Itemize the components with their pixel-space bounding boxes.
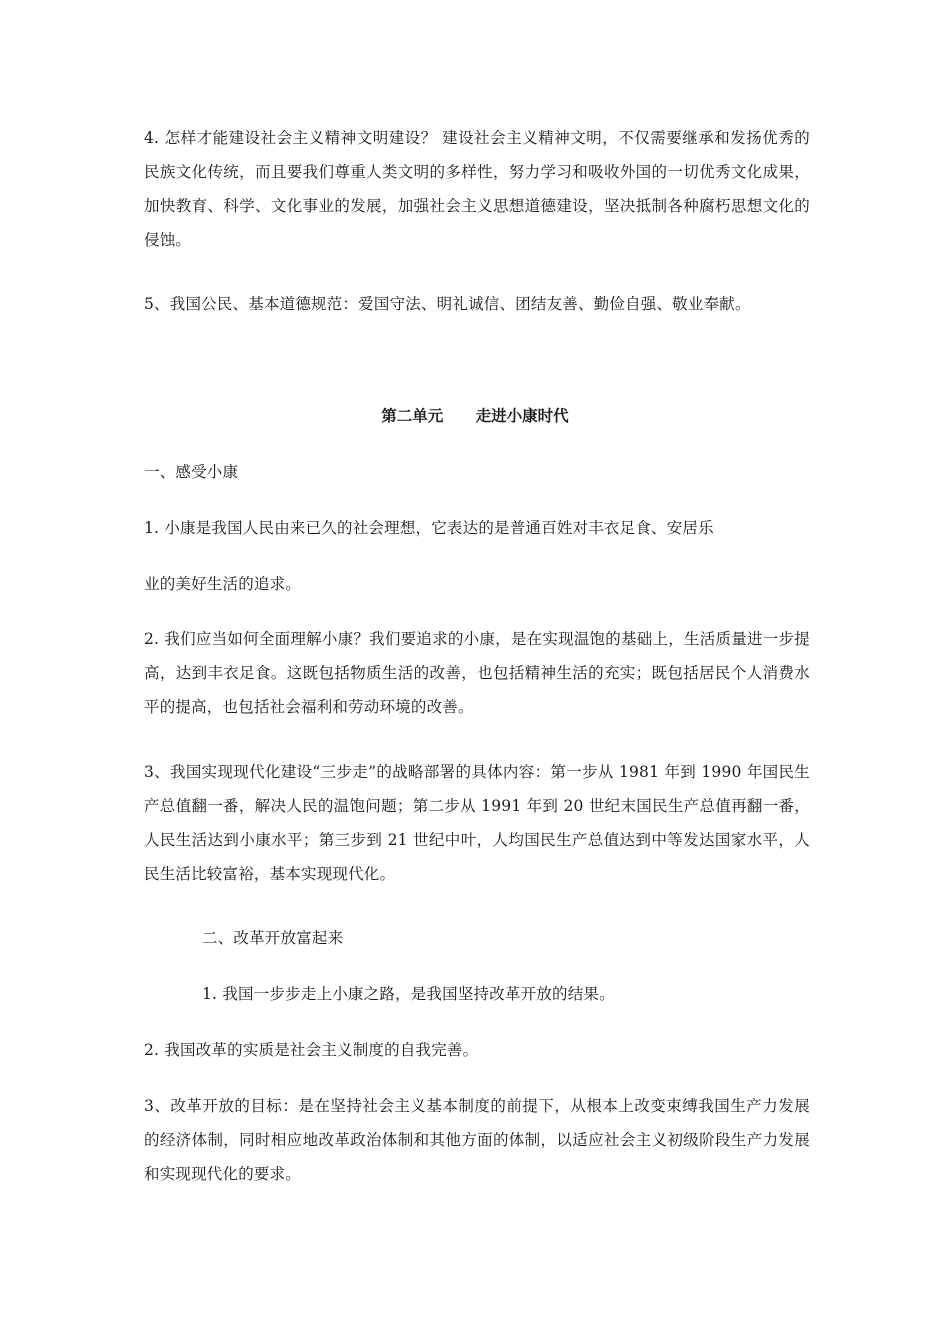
section-2-item-3: 3、改革开放的目标：是在坚持社会主义基本制度的前提下，从根本上改变束缚我国生产力发展的经济体制，同时相应地改革政治体制和其他方面的体制，以适应社会主义初级阶段生产力发展和实现现代化的要求。 <box>144 1097 810 1183</box>
paragraph-question-4: 4. 怎样才能建设社会主义精神文明建设？ 建设社会主义精神文明，不仅需要继承和发扬优秀的民族文化传统，而且要我们尊重人类文明的多样性，努力学习和吸收外国的一切优秀文化成果，加快教育、科学、文化事业的发展，加强社会主义思想道德建设，坚决抵制各种腐朽思想文化的侵蚀。 <box>144 129 810 249</box>
section-1-item-2: 2. 我们应当如何全面理解小康？我们要追求的小康，是在实现温饱的基础上，生活质量进一步提高，达到丰衣足食。这既包括物质生活的改善，也包括精神生活的充实；既包括居民个人消费水平的提高，也包括社会福利和劳动环境的改善。 <box>144 630 810 716</box>
unit-title: 第二单元 走进小康时代 <box>381 406 569 425</box>
paragraph-question-5: 5、我国公民、基本道德规范：爱国守法、明礼诚信、团结友善、勤俭自强、敬业奉献。 <box>144 295 751 313</box>
section-2-item-2: 2. 我国改革的实质是社会主义制度的自我完善。 <box>144 1041 479 1059</box>
section-1-title: 一、感受小康 <box>144 463 239 481</box>
section-2-item-1: 1. 我国一步步走上小康之路，是我国坚持改革开放的结果。 <box>202 985 615 1003</box>
section-1-item-1-line-2: 业的美好生活的追求。 <box>144 575 302 593</box>
section-1-item-3: 3、我国实现现代化建设“三步走”的战略部署的具体内容：第一步从 1981 年到 1990 年国民生产总值翻一番，解决人民的温饱问题；第二步从 1991 年到 20 世纪末国民生产总值再翻一番，人民生活达到小康水平；第三步到 21 世纪中叶，人均国民生产总值达到中等发达国家水平，人民生活比较富裕，基本实现现代化。 <box>144 763 810 883</box>
section-1-item-1-line-1: 1. 小康是我国人民由来已久的社会理想，它表达的是普通百姓对丰衣足食、安居乐 <box>144 519 714 537</box>
section-2-title: 二、改革开放富起来 <box>202 929 344 947</box>
